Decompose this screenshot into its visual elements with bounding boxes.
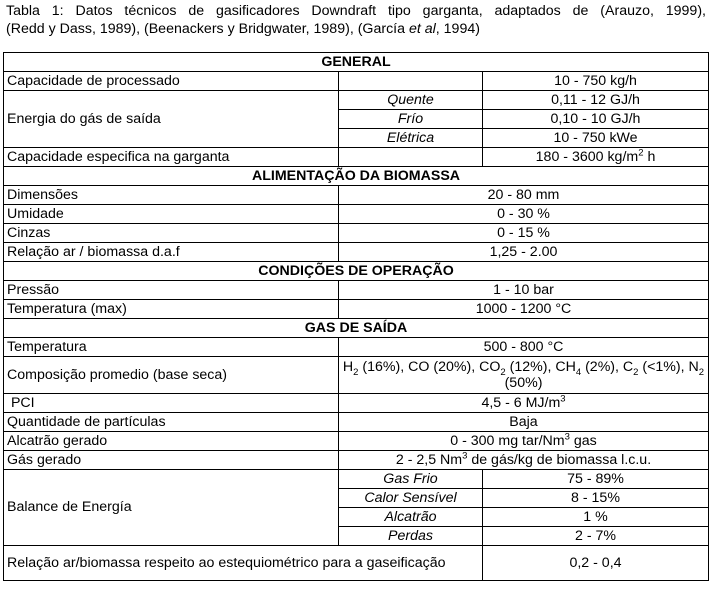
value-text: 2 - 2,5 Nm	[395, 451, 463, 468]
row-value: 0,11 - 12 GJ/h	[483, 91, 709, 110]
row-value: 0 - 15 %	[339, 224, 709, 243]
table-row	[4, 413, 709, 432]
value-text: 4,5 - 6 MJ/m	[481, 394, 561, 411]
formula-part: (12%), CH	[505, 359, 576, 375]
row-label: Umidade	[4, 205, 339, 224]
row-label: Alcatrão gerado	[4, 432, 339, 451]
row-label: Gás gerado	[4, 451, 339, 470]
row-value: 20 - 80 mm	[339, 186, 709, 205]
section-general: GENERAL	[4, 53, 709, 72]
caption-line-2	[6, 21, 480, 37]
table-row	[4, 451, 709, 470]
superscript: 3	[560, 393, 566, 404]
table-row	[4, 205, 709, 224]
table-row	[4, 394, 709, 413]
empty-cell	[339, 72, 483, 91]
row-label: Pressão	[4, 281, 339, 300]
table-row	[4, 432, 709, 451]
row-value: Baja	[339, 413, 709, 432]
table-row	[4, 338, 709, 357]
row-value: 8 - 15%	[483, 489, 709, 508]
table-row	[4, 546, 709, 581]
row-value: 10 - 750 kg/h	[483, 72, 709, 91]
row-value: 0 - 30 %	[339, 205, 709, 224]
row-value: 500 - 800 °C	[339, 338, 709, 357]
row-value: 1,25 - 2.00	[339, 243, 709, 262]
formula-part: (<1%), N	[638, 359, 699, 375]
row-label: Energia do gás de saída	[4, 91, 339, 148]
value-text: 0 - 300 mg tar/Nm	[450, 432, 565, 449]
row-value	[339, 432, 709, 451]
row-label: Temperatura	[4, 338, 339, 357]
subscript: 2	[500, 366, 506, 378]
section-row	[4, 319, 709, 338]
section-gas-saida: GAS DE SAÍDA	[4, 319, 709, 338]
row-value	[483, 148, 709, 167]
row-label: Capacidade especifica na garganta	[4, 148, 339, 167]
row-label: Temperatura (max)	[4, 300, 339, 319]
subscript: 4	[575, 366, 582, 378]
formula-part: (16%), CO (20%), CO	[358, 359, 501, 375]
gasifier-data-table	[3, 52, 709, 581]
row-value	[339, 394, 709, 413]
superscript: 2	[638, 147, 644, 158]
value-unit: de gás/kg de biomassa l.c.u.	[467, 451, 652, 468]
row-value: 2 - 7%	[483, 527, 709, 546]
table-row	[4, 357, 709, 394]
section-condicoes: CONDIÇÕES DE OPERAÇÃO	[4, 262, 709, 281]
caption-line-1: Tabla 1: Datos técnicos de gasificadores Downdraft tipo garganta, adaptados de (Arauzo, 1999),	[6, 3, 706, 19]
formula-part: (50%)	[504, 375, 543, 391]
row-value	[339, 451, 709, 470]
sub-label: Gas Frio	[339, 470, 483, 489]
subscript: 2	[353, 366, 359, 378]
row-label: Quantidade de partículas	[4, 413, 339, 432]
table-row	[4, 300, 709, 319]
table-row	[4, 72, 709, 91]
section-alimentacao: ALIMENTAÇÃO DA BIOMASSA	[4, 167, 709, 186]
table-row	[4, 186, 709, 205]
formula-part: (2%), C	[581, 359, 634, 375]
section-row	[4, 167, 709, 186]
sub-label: Alcatrão	[339, 508, 483, 527]
caption-line-2-text: (Redd y Dass, 1989), (Beenackers y Bridgwater, 1989), (García	[6, 21, 409, 37]
table-row	[4, 148, 709, 167]
table-row	[4, 470, 709, 489]
row-label: Composição promedio (base seca)	[4, 357, 339, 394]
value-text: 180 - 3600 kg/m	[535, 148, 639, 165]
formula-part: H	[342, 359, 354, 375]
row-label: Cinzas	[4, 224, 339, 243]
superscript: 3	[462, 450, 468, 461]
sub-label: Frío	[339, 110, 483, 129]
subscript: 2	[698, 366, 705, 378]
sub-label: Calor Sensível	[339, 489, 483, 508]
table-row	[4, 91, 709, 110]
table-row	[4, 281, 709, 300]
section-row	[4, 53, 709, 72]
sub-label: Elétrica	[339, 129, 483, 148]
sub-label: Perdas	[339, 527, 483, 546]
row-label: Relação ar / biomassa d.a.f	[4, 243, 339, 262]
table-row	[4, 224, 709, 243]
row-value: 1 %	[483, 508, 709, 527]
composition-value	[339, 357, 709, 394]
value-unit: gas	[569, 432, 597, 449]
row-value: 0,2 - 0,4	[483, 546, 709, 581]
row-label: Dimensões	[4, 186, 339, 205]
row-label: Relação ar/biomassa respeito ao estequiométrico para a gaseificação	[4, 546, 483, 581]
row-value: 1000 - 1200 °C	[339, 300, 709, 319]
sub-label: Quente	[339, 91, 483, 110]
table-row	[4, 243, 709, 262]
section-row	[4, 262, 709, 281]
row-value: 0,10 - 10 GJ/h	[483, 110, 709, 129]
row-label: Balance de Energía	[4, 470, 339, 546]
row-label: Capacidade de processado	[4, 72, 339, 91]
table-caption	[6, 2, 706, 38]
caption-line-2-end: , 1994)	[435, 21, 480, 37]
value-unit: h	[643, 148, 656, 165]
caption-et-al: et al	[408, 21, 436, 37]
row-label: PCI	[4, 394, 339, 413]
row-value: 1 - 10 bar	[339, 281, 709, 300]
row-value: 75 - 89%	[483, 470, 709, 489]
superscript: 3	[564, 431, 570, 442]
subscript: 2	[633, 366, 639, 378]
row-value: 10 - 750 kWe	[483, 129, 709, 148]
empty-cell	[339, 148, 483, 167]
